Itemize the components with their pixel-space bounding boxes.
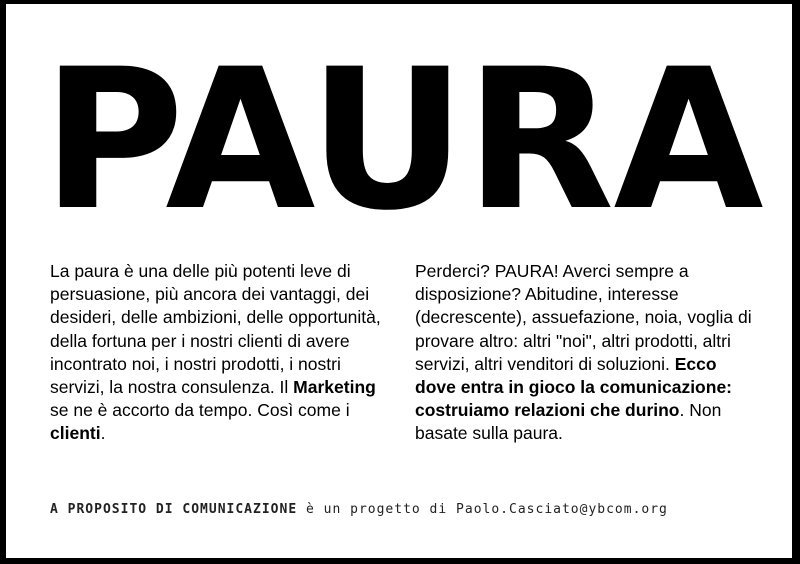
left-bold-marketing: Marketing bbox=[293, 377, 376, 398]
left-text-2: se ne è accorto da tempo. Così come i bbox=[50, 400, 350, 421]
headline: PAURA bbox=[42, 27, 763, 253]
right-text-1: Perderci? PAURA! Averci sempre a disposizione? Abitudine, interesse (decrescente), assuefazione, noia, voglia di provare altro: altri "noi", altri prodotti, altri servizi, altri venditori di soluzioni. bbox=[415, 261, 752, 374]
left-bold-clienti: clienti bbox=[50, 423, 101, 444]
footer-text: è un progetto di bbox=[297, 502, 457, 517]
footer-credit bbox=[50, 502, 790, 517]
right-bold-highlight: Ecco dove entra in gioco la comunicazione: costruiamo relazioni che durino bbox=[415, 353, 732, 421]
poster-sheet bbox=[6, 4, 792, 558]
footer-contact: Paolo.Casciato@ybcom.org bbox=[456, 502, 668, 517]
right-text-2: . Non basate sulla paura. bbox=[415, 400, 722, 444]
left-text-1: La paura è una delle più potenti leve di persuasione, più ancora dei vantaggi, dei desideri, delle ambizioni, delle opportunità, della fortuna per i nostri clienti di avere incontrato noi, i nostri prodotti, i nostri servizi, la nostra consulenza. Il bbox=[50, 261, 381, 398]
left-column-paragraph bbox=[50, 260, 390, 446]
footer-series-title: A PROPOSITO DI COMUNICAZIONE bbox=[50, 502, 298, 517]
left-text-3: . bbox=[100, 423, 106, 444]
right-column-paragraph bbox=[415, 260, 755, 446]
